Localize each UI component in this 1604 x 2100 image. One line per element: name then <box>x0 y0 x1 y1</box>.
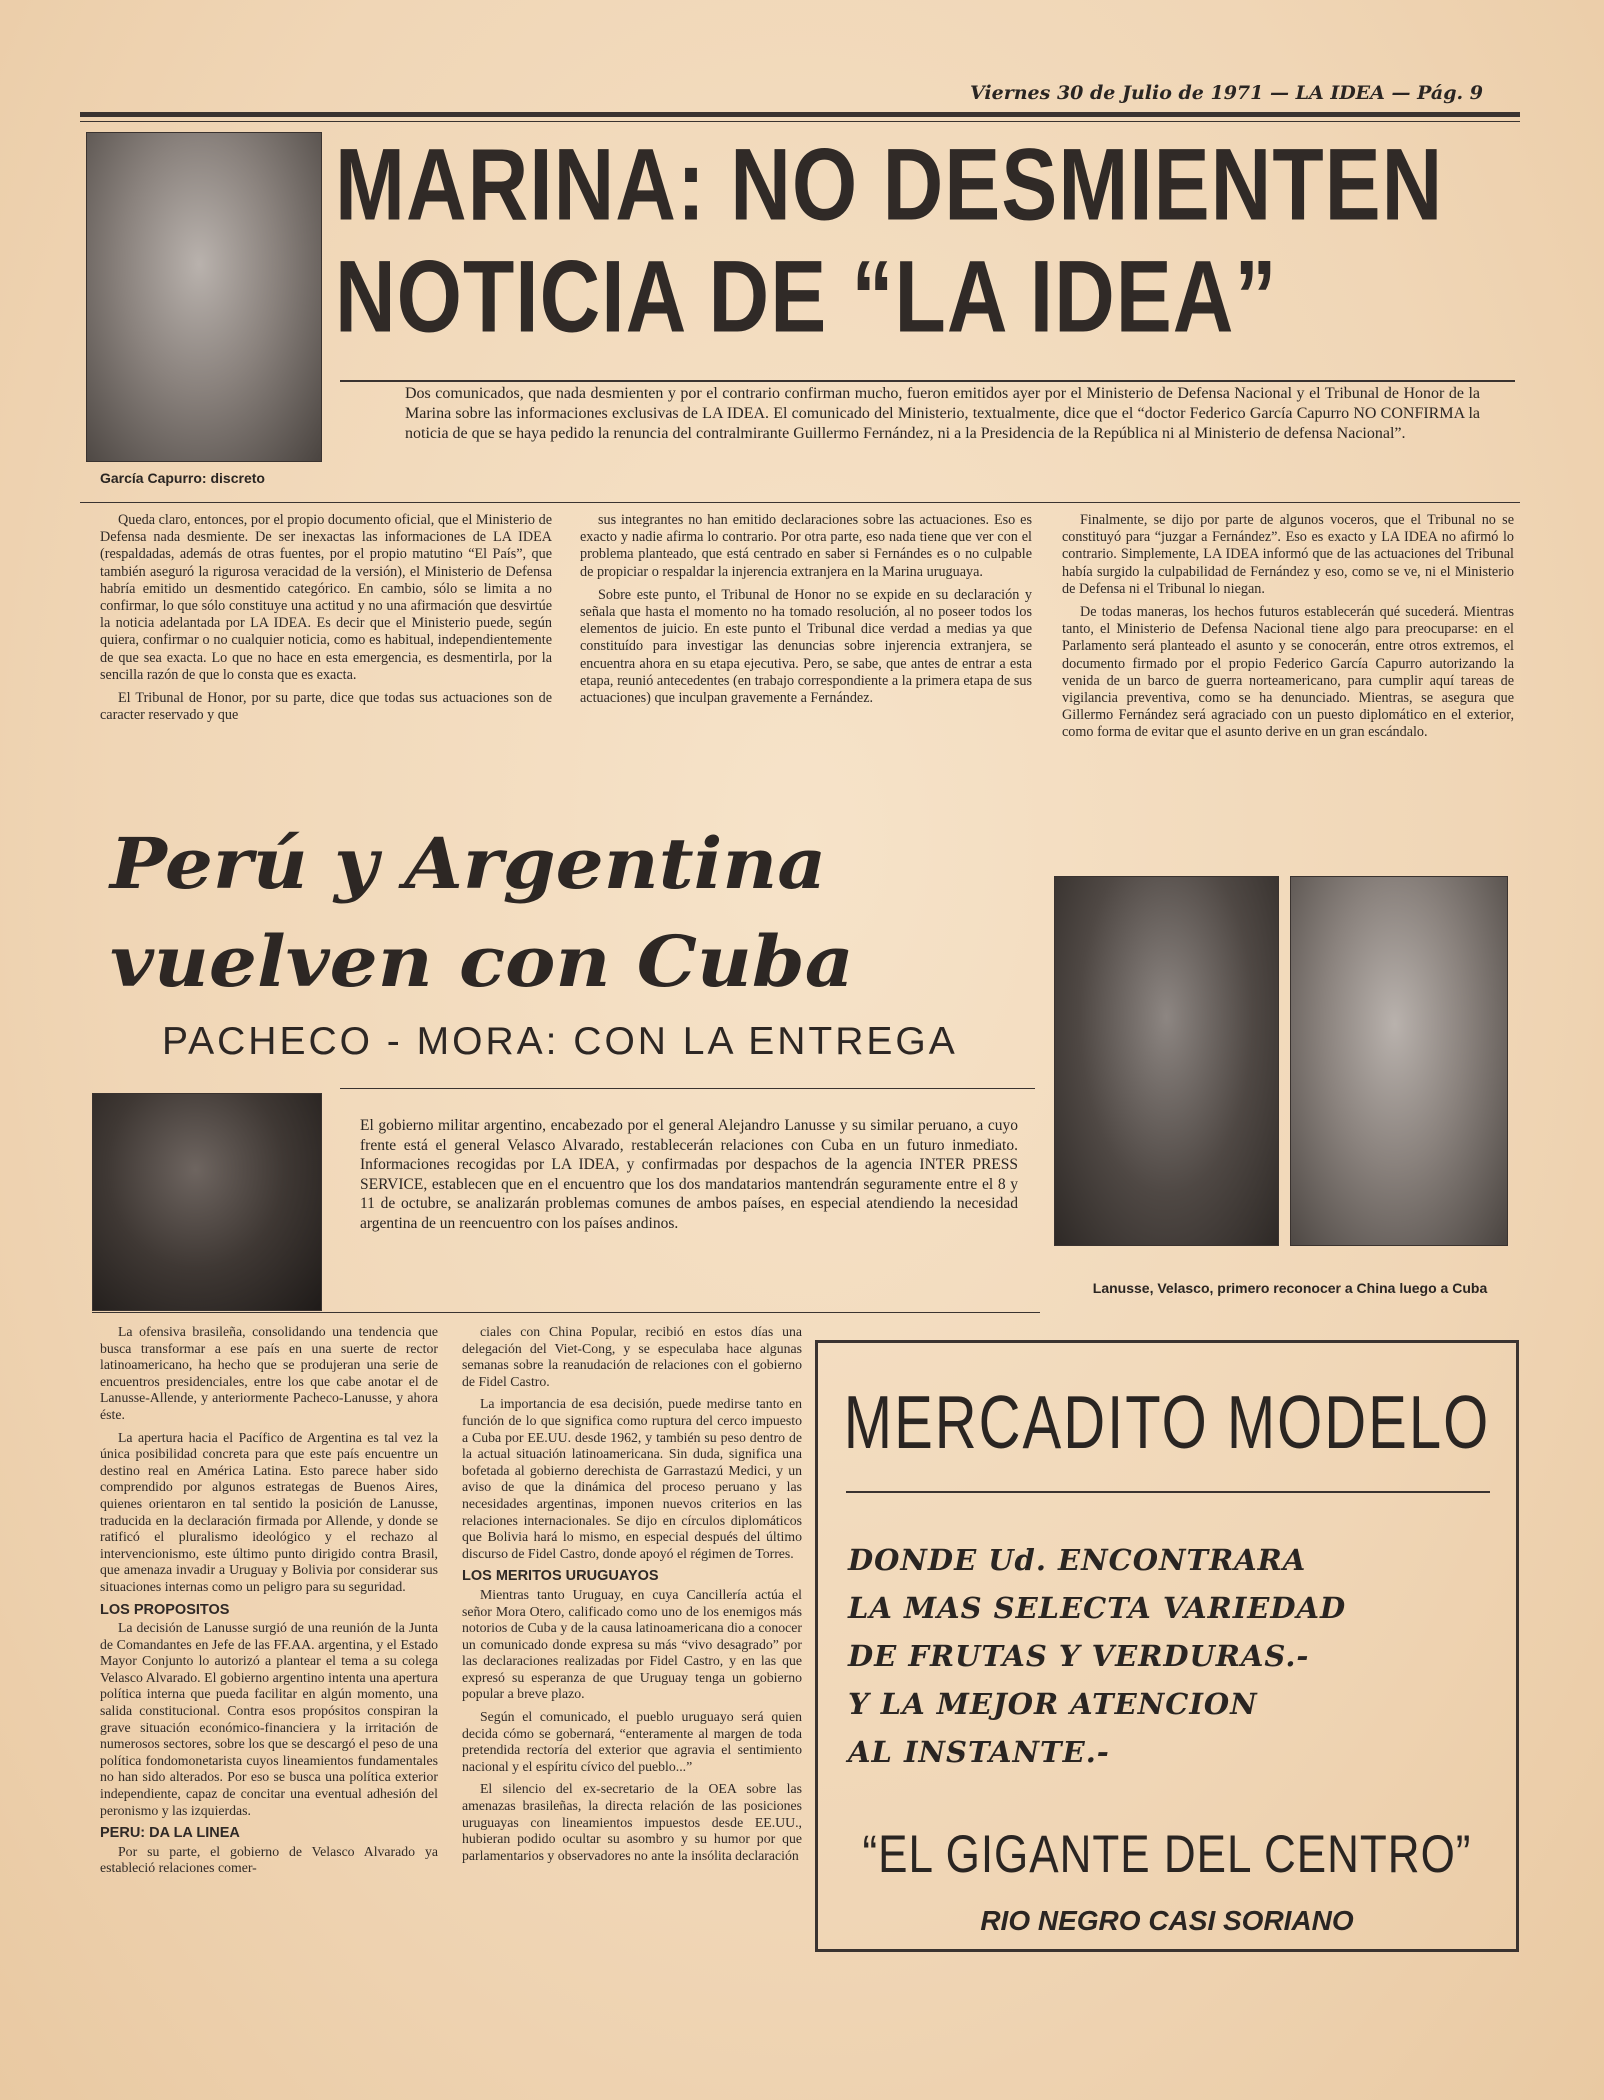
marina-col2-para: Sobre este punto, el Tribunal de Honor no se expide en su declaración y señala que hasta el momento no ha tomado resolución, al no poseer todos los elementos de juicio. En este punto el Tribunal dice verdad a medias ya que constituído para investigar las denuncias sobre injerencia extranjera, se encuentra ahora en su etapa ejecutiva. Pero, se sabe, que antes de entrar a esta etapa, reunió antecedentes (en trabajo correspondiente a la primera etapa de sus actuaciones) que inculpan gravemente a Fernández. <box>580 586 1032 707</box>
story1-body-rule <box>80 502 1520 503</box>
peru-headline-line2: vuelven con Cuba <box>110 920 854 1003</box>
subhead-rule <box>340 1088 1035 1089</box>
lanusse-velasco-caption: Lanusse, Velasco, primero reconocer a China luego a Cuba <box>1092 1280 1488 1296</box>
ad-address: RIO NEGRO CASI SORIANO <box>980 1905 1354 1936</box>
velasco-photo <box>1290 876 1508 1246</box>
los-propositos-subhead: LOS PROPOSITOS <box>100 1601 230 1618</box>
lanusse-photo <box>1054 876 1279 1246</box>
top-rule-thin <box>80 121 1520 122</box>
marina-column-3 <box>1062 512 1514 862</box>
los-meritos-uruguayos-subhead: LOS MERITOS URUGUAYOS <box>462 1568 659 1585</box>
ad-line: DE FRUTAS Y VERDURAS.- <box>848 1639 1310 1673</box>
peru-col1-para: Por su parte, el gobierno de Velasco Alvarado ya estableció relaciones comer- <box>100 1843 438 1876</box>
peru-col2-para: El silencio del ex-secretario de la OEA sobre las amenazas brasileñas, la directa relación de las posiciones uruguayas con lineamientos impuestos desde EE.UU., hubieran podido ocultar su asombro y su humor por que parlamentarios y observadores no ante la insólita declaración <box>462 1781 802 1863</box>
peru-headline-line1: Perú y Argentina <box>110 822 827 905</box>
ad-slogan: “EL GIGANTE DEL CENTRO” <box>862 1825 1472 1884</box>
peru-column-2 <box>462 1324 802 2042</box>
peru-col1-para: La decisión de Lanusse surgió de una reunión de la Junta de Comandantes en Jefe de las FF.AA. argentina, y el Estado Mayor Conjunto lo autorizó a plantear el tema a su colega Velasco Alvarado. El gobierno argentino intenta una apertura política interna que pueda facilitar en algún momento, una salida constitucional. Contra esos propósitos conspiran la grave situación económico-financiera y la irritación de numerosos sectores, sobre los que se descargó el peso de una política fondomonetarista cuyos lineamientos fundamentales no han sido alterados. Por eso se busca una política exterior independiente, capaz de concitar una eventual adhesión del peronismo y las izquierdas. <box>100 1620 438 1818</box>
peru-col2-para: La importancia de esa decisión, puede medirse tanto en función de lo que significa como ruptura del cerco impuesto a Cuba por EE.UU. desde 1962, y también su peso dentro de la actual situación latinoamericana. Sin duda, significa una bofetada al gobierno derechista de Garrastazú Medici, y un aviso de que la dinámica del proceso peruano y las necesidades argentinas, imponen nuevos criterios en las relaciones internacionales. Se dijo en círculos diplomáticos que Bolivia hará lo mismo, en especial después del último discurso de Fidel Castro, donde apoyó el régimen de Torres. <box>462 1396 802 1561</box>
top-rule <box>80 112 1520 117</box>
peru-da-la-linea-subhead: PERU: DA LA LINEA <box>100 1825 240 1842</box>
marina-headline <box>335 128 1515 352</box>
marina-headline-line2: NOTICIA DE “LA IDEA” <box>335 239 1278 354</box>
marina-col2-para: sus integrantes no han emitido declaraciones sobre las actuaciones. Eso es exacto y nadie afirma lo contrario. Por otra parte, eso nada tiene que ver con el problema planteado, que está centrado en saber si Fernándes es o no culpable de propiciar o respaldar la injerencia extranjera en la Marina uruguaya. <box>580 512 1032 580</box>
marina-col1-para: Queda claro, entonces, por el propio documento oficial, que el Ministerio de Defensa nada desmiente. De ser inexactas las informaciones de LA IDEA (respaldadas, además de otras fuentes, por el propio matutino “El País”, que también aseguró la rigurosa veracidad de la versión), el Ministerio de Defensa habría emitido un desmentido categórico. En cambio, sólo se limita a no confirmar, lo que sólo constituye una actitud y no una afirmación que desvirtúe la noticia adelantada por LA IDEA. Es decir que el Ministerio puede, según quiera, confirmar o no cualquier noticia, como es habitual, independientemente de que sea exacta. Lo que no hace en esta emergencia, es desmentirla, por la sencilla razón de que lo consta que es exacta. <box>100 512 552 683</box>
peru-col1-para: La apertura hacia el Pacífico de Argentina es tal vez la única posibilidad concreta para que este país encuentre un destino real en América Latina. Esto parece haber sido comprendido por algunos estrategas de Buenos Aires, quienes orientaron en tal sentido la posición de Lanusse, traducida en la declaración firmada por Allende, y donde se ratificó el pluralismo ideológico y el rechazo al intervencionismo, este último punto dirigido contra Brasil, que amenaza invadir a Uruguay y Bolivia por considerar sus situaciones internas como un peligro para su seguridad. <box>100 1429 438 1594</box>
marina-column-2 <box>580 512 1032 812</box>
ad-title-rule <box>846 1491 1490 1493</box>
peru-column-1 <box>100 1324 438 2042</box>
marina-col3-para: Finalmente, se dijo por parte de algunos voceros, que el Tribunal no se constituyó para “juzgar a Fernández”. Eso es exacto y LA IDEA no afirmó lo contrario. Simplemente, LA IDEA informó que de las actuaciones del Tribunal había surgido la culpabilidad de Fernández y eso, como se ve, ni el Ministerio de Defensa ni el Tribunal lo niegan. <box>1062 512 1514 597</box>
garcia-capurro-caption: García Capurro: discreto <box>100 470 265 486</box>
peru-lead-rule <box>92 1312 1040 1313</box>
ad-line: AL INSTANTE.- <box>848 1735 1110 1769</box>
marina-lead: Dos comunicados, que nada desmienten y por el contrario confirman mucho, fueron emitidos ayer por el Ministerio de Defensa Nacional y el Tribunal de Honor de la Marina sobre las informaciones exclusivas de LA IDEA. El comunicado del Ministerio, textualmente, dice que el “doctor Federico García Capurro NO CONFIRMA la noticia de que se haya pedido la renuncia del contralmirante Guillermo Fernández, ni a la Presidencia de la República ni al Ministerio de defensa Nacional”. <box>405 385 1480 442</box>
peru-col1-para: La ofensiva brasileña, consolidando una tendencia que busca transformar a ese país en una suerte de rector latinoamericano, ha hecho que se produjeran una serie de encuentros presidenciales, entre los que cabe anotar el de Lanusse-Allende, y anteriormente Pacheco-Lanusse, y ahora éste. <box>100 1324 438 1422</box>
lead-rule <box>340 380 1515 382</box>
peru-lead: El gobierno militar argentino, encabezado por el general Alejandro Lanusse y su similar peruano, a cuyo frente está el general Velasco Alvarado, restablecerán relaciones con Cuba en un futuro inmediato. Informaciones recogidas por LA IDEA, y confirmadas por despachos de la agencia INTER PRESS SERVICE, establecen que en el encuentro que los dos mandatarios mantendrán seguramente entre el 8 y 11 de octubre, se analizarán problemas comunes de ambos países, en especial atendiendo la necesidad argentina de un reencuentro con los países andinos. <box>360 1117 1018 1232</box>
marina-col1-para: El Tribunal de Honor, por su parte, dice que todas sus actuaciones son de caracter reservado y que <box>100 690 552 724</box>
peru-argentina-headline <box>110 815 1104 1011</box>
mercadito-modelo-ad <box>815 1340 1519 1952</box>
peru-col2-para: Según el comunicado, el pueblo uruguayo será quien decida cómo se gobernará, “enteramente al margen de toda pretendida rectoría del exterior que agravia el sentimiento nacional y el espíritu cívico del pueblo...” <box>462 1709 802 1774</box>
peru-col2-para: Mientras tanto Uruguay, en cuya Cancillería actúa el señor Mora Otero, calificado como uno de los enemigos más notorios de Cuba y de la causa latinoamericana dio a conocer un comunicado donde expresa su más “vivo desagrado” por las declaraciones realizadas por Fidel Castro, y en las que expresó su esperanza de que Uruguay tenga un gobierno popular a breve plazo. <box>462 1586 802 1702</box>
pacheco-mora-subhead: PACHECO - MORA: CON LA ENTREGA <box>162 1020 958 1063</box>
marina-headline-line1: MARINA: NO DESMIENTEN <box>335 126 1444 242</box>
ad-line: LA MAS SELECTA VARIEDAD <box>848 1591 1347 1625</box>
page-folio: Viernes 30 de Julio de 1971 — LA IDEA — Pág. 9 <box>970 82 1483 104</box>
ad-line: DONDE Ud. ENCONTRARA <box>848 1543 1307 1577</box>
castro-photo <box>92 1093 322 1311</box>
marina-col3-para: De todas maneras, los hechos futuros establecerán qué sucederá. Mientras tanto, el Ministerio de Defensa Nacional tiene algo para preocuparse: en el Parlamento será planteado el asunto y se conocerán, entre otros extremos, el documento firmado por el propio Federico García Capurro autorizando la venida de un barco de guerra norteamericano, para cumplir aquí tareas de vigilancia preventiva, como se ha denunciado. Mientras, se asegura que Gillermo Fernández será agraciado con un puesto diplomático en el exterior, como forma de evitar que el asunto derive en un gran escándalo. <box>1062 604 1514 741</box>
peru-col2-para: ciales con China Popular, recibió en estos días una delegación del Viet-Cong, y se especulaba hace algunas semanas sobre la reanudación de relaciones con el gobierno de Fidel Castro. <box>462 1324 802 1389</box>
garcia-capurro-photo <box>86 132 322 462</box>
marina-column-1 <box>100 512 552 812</box>
ad-title: MERCADITO MODELO <box>843 1380 1491 1465</box>
ad-line: Y LA MEJOR ATENCION <box>848 1687 1258 1721</box>
